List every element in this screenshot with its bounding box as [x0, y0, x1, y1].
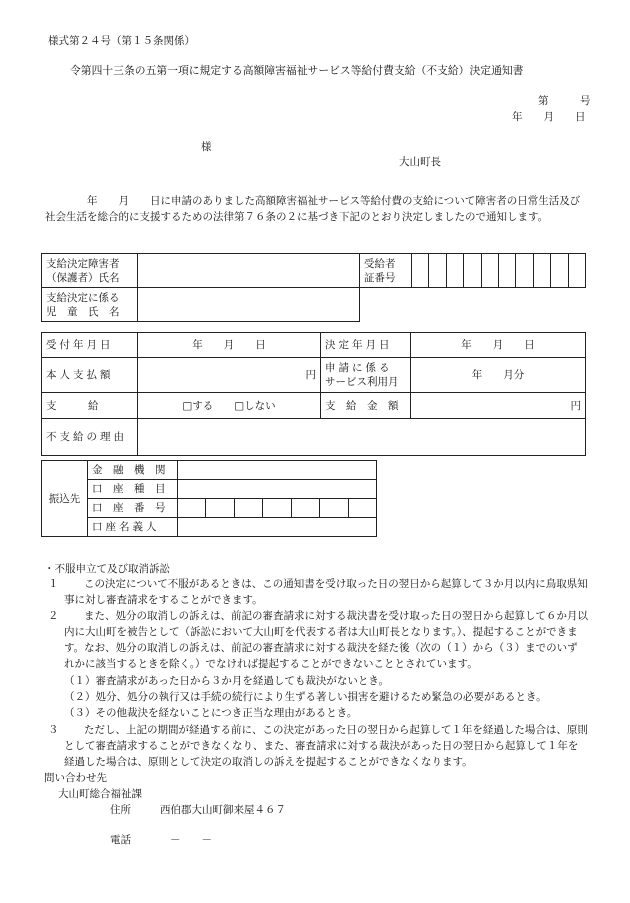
account-digit-box	[291, 499, 319, 518]
address-value: 西伯郡大山町御来屋４６７	[160, 804, 286, 816]
number-box	[429, 254, 446, 288]
decision-date-label: 決定年月日	[321, 333, 411, 358]
account-type-label: 口 座 種 目	[88, 480, 178, 499]
account-number-label: 口 座 番 号	[88, 499, 178, 518]
intro-text: 年 月 日に申請のありました高額障害福祉サービス等給付費の支給について障害者の日常生活及び社会生活を総合的に支援するための法律第７６条の２に基づき下記のとおり決定しましたので通知します。	[45, 195, 581, 223]
account-holder-label: 口座名義人	[88, 518, 178, 537]
service-month-value: 年 月分	[411, 358, 586, 393]
account-holder-cell	[178, 518, 377, 537]
document-number: 第 号	[538, 95, 591, 107]
child-name-cell	[138, 288, 360, 322]
decision-table	[41, 332, 586, 456]
payment-options: □する □しない	[138, 393, 321, 419]
account-digit-box	[348, 499, 376, 518]
account-digit-box	[178, 499, 206, 518]
item3-number: ３	[48, 724, 59, 736]
transfer-table	[41, 460, 377, 537]
form-code: 様式第２４号（第１５条関係）	[48, 35, 195, 47]
number-box	[551, 254, 568, 288]
item2-number: ２	[48, 610, 59, 622]
account-digit-box	[263, 499, 291, 518]
payment-amount-yen: 円	[411, 393, 586, 419]
refusal-reason-cell	[138, 419, 586, 456]
account-digit-box	[234, 499, 262, 518]
number-box	[464, 254, 481, 288]
self-pay-yen: 円	[138, 358, 321, 393]
recipient-number-label: 受給者 証番号	[360, 254, 412, 288]
self-pay-label: 本人支払額	[42, 358, 138, 393]
contact-heading: 問い合わせ先	[44, 772, 107, 784]
sub-item-3: （３）その他裁決を経ないことにつき正当な理由があるとき。	[64, 707, 358, 719]
decision-date-value: 年 月 日	[411, 333, 586, 358]
number-box	[568, 254, 585, 288]
item3-text: ただし、上記の期間が経過する前に、この決定があった日の翌日から起算して１年を経過した場合は、原則として審査請求することができなくなり、また、審査請求に対する裁決があった日の翌日から起算して１年を経過した場合は、原則として決定の取消しの訴えを提起することができなくなります。	[64, 724, 588, 768]
number-box	[446, 254, 463, 288]
notice-heading: ・不服申立て及び取消訴訟	[44, 563, 170, 575]
bank-cell	[178, 461, 377, 480]
contact-dept: 大山町総合福祉課	[58, 788, 142, 800]
account-digit-box	[206, 499, 234, 518]
refusal-reason-label: 不支給の理由	[42, 419, 138, 456]
receipt-date-value: 年 月 日	[138, 333, 321, 358]
sub-item-2: （２）処分、処分の執行又は手続の続行により生ずる著しい損害を避けるため緊急の必要があるとき。	[64, 691, 547, 703]
service-month-label: 申請に係る サービス利用月	[321, 358, 411, 393]
addressee-suffix: 様	[201, 141, 212, 153]
account-digit-box	[320, 499, 348, 518]
account-type-cell	[178, 480, 377, 499]
item1-number: １	[48, 578, 59, 590]
bank-label: 金 融 機 関	[88, 461, 178, 480]
child-name-label: 支給決定に係る 児 童 氏 名	[42, 288, 138, 322]
recipient-name-cell	[138, 254, 360, 288]
number-box	[533, 254, 550, 288]
recipient-name-label: 支給決定障害者 （保護者）氏名	[42, 254, 138, 288]
transfer-header: 振込先	[42, 461, 88, 537]
number-box	[516, 254, 533, 288]
empty-area	[360, 288, 586, 322]
receipt-date-label: 受付年月日	[42, 333, 138, 358]
phone-label: 電話	[110, 834, 131, 846]
recipient-table	[41, 253, 586, 322]
document-title: 令第四十三条の五第一項に規定する高額障害福祉サービス等給付費支給（不支給）決定通知書	[70, 64, 524, 77]
item1-text: この決定について不服があるときは、この通知書を受け取った日の翌日から起算して３か月以内に鳥取県知事に対し審査請求をすることができます。	[64, 578, 588, 606]
number-box	[481, 254, 498, 288]
item2-text: また、処分の取消しの訴えは、前記の審査請求に対する裁決書を受け取った日の翌日から起算して６か月以内に大山町を被告として（訴訟において大山町を代表する者は大山町長となります。）、提起することができます。なお、処分の取消しの訴えは、前記の審査請求に対する裁決を経た後（次の（１）から（３）までのいずれかに該当するときを除く。）でなければ提起することができないこととされています。	[64, 610, 588, 670]
phone-value: － －	[170, 834, 212, 846]
payment-amount-label: 支 給 金 額	[321, 393, 411, 419]
issuer-name: 大山町長	[399, 156, 441, 168]
sub-item-1: （１）審査請求があった日から３か月を経過しても裁決がないとき。	[64, 675, 389, 687]
address-label: 住所	[110, 804, 131, 816]
number-box	[498, 254, 515, 288]
document-date: 年 月 日	[512, 111, 586, 123]
payment-label: 支 給	[42, 393, 138, 419]
number-box	[412, 254, 429, 288]
